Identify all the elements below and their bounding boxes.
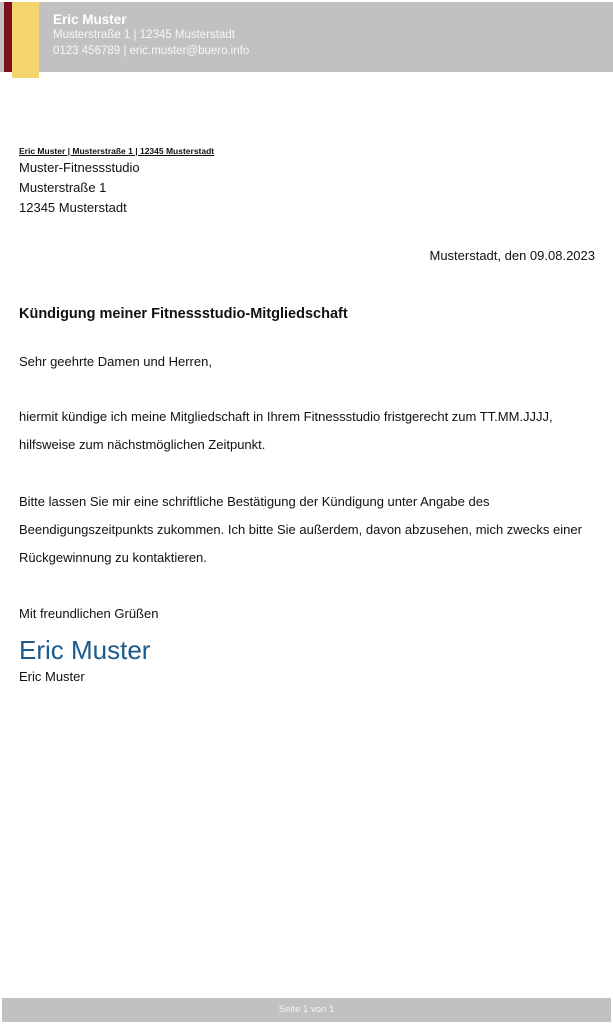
letter-subject: Kündigung meiner Fitnessstudio-Mitgliedschaft <box>19 306 348 322</box>
sender-block <box>53 12 249 59</box>
letter-closing: Mit freundlichen Grüßen <box>19 606 159 621</box>
recipient-line-3: 12345 Musterstadt <box>19 200 127 215</box>
footer-bar <box>2 998 611 1022</box>
recipient-address <box>19 158 140 218</box>
sender-contact: 0123 456789 | eric.muster@buero.info <box>53 44 250 57</box>
page-number: Seite 1 von 1 <box>278 1004 335 1015</box>
recipient-line-1: Muster-Fitnessstudio <box>19 160 140 175</box>
sender-name: Eric Muster <box>53 12 127 27</box>
header-accent-yellow <box>12 2 39 78</box>
recipient-line-2: Musterstraße 1 <box>19 180 107 195</box>
sender-address: Musterstraße 1 | 12345 Musterstadt <box>53 29 235 41</box>
handwritten-signature: Eric Muster <box>19 635 151 665</box>
signature-printed-name: Eric Muster <box>19 669 85 684</box>
letter-date: Musterstadt, den 09.08.2023 <box>429 248 595 263</box>
letter-paragraph-2: Bitte lassen Sie mir eine schriftliche Bestätigung der Kündigung unter Angabe des Beendigungszeitpunkts zukommen. Ich bitte Sie außerdem, davon abzusehen, mich zwecks einer Rückgewinnung zu kontaktieren. <box>19 494 582 565</box>
letter-paragraph-1: hiermit kündige ich meine Mitgliedschaft in Ihrem Fitnessstudio fristgerecht zum TT.MM.JJJJ, hilfsweise zum nächstmöglichen Zeitpunkt. <box>19 409 553 452</box>
letter-salutation: Sehr geehrte Damen und Herren, <box>19 354 212 369</box>
return-address: Eric Muster | Musterstraße 1 | 12345 Musterstadt <box>19 146 215 156</box>
